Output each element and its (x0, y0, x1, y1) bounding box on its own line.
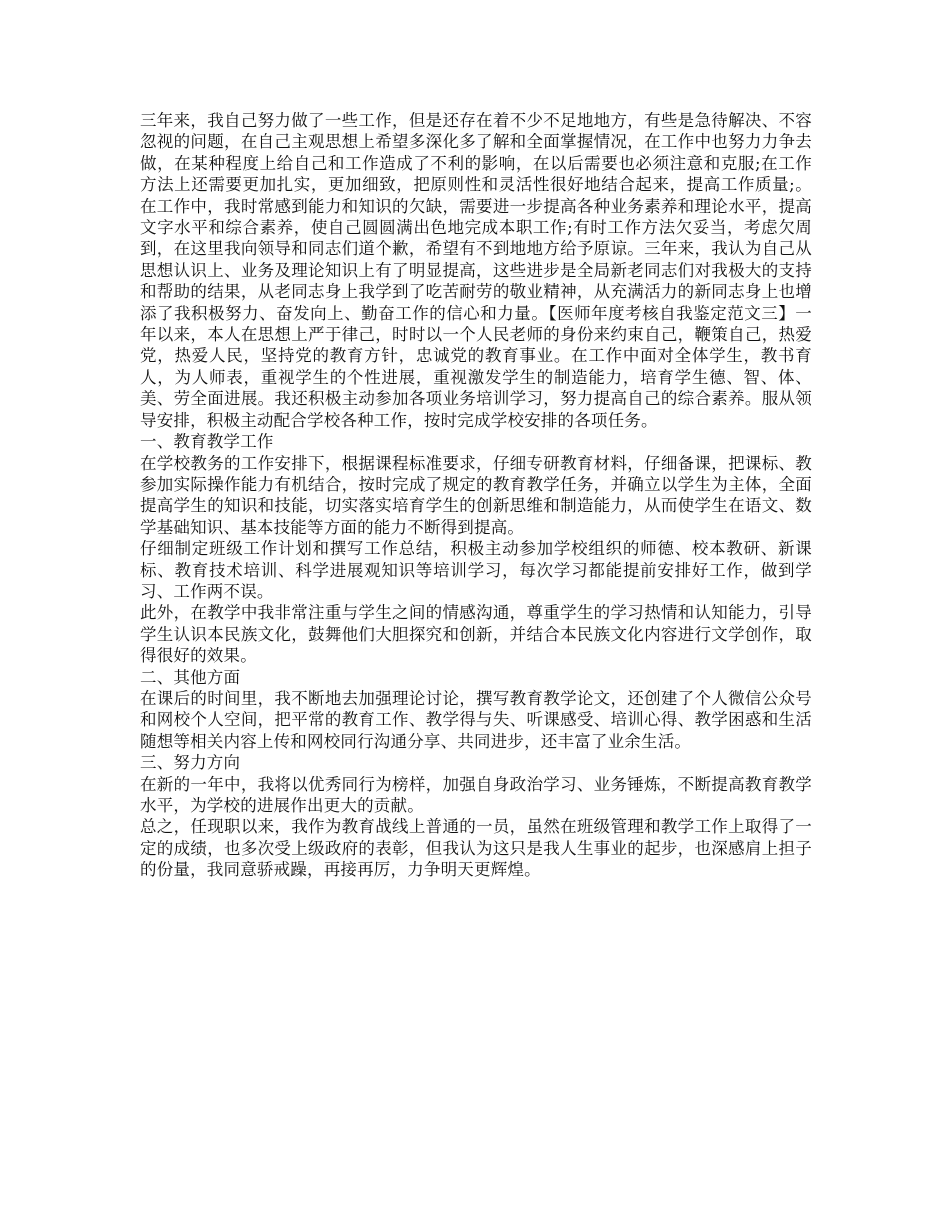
paragraph-intro: 三年来，我自己努力做了一些工作，但是还存在着不少不足地地方，有些是急待解决、不容忽视的问题，在自己主观思想上希望多深化多了解和全面掌握情况，在工作中也努力力争去做，在某种程度上给自己和工作造成了不利的影响，在以后需要也必须注意和克服;在工作方法上还需要更加扎实，更加细致，把原则性和灵活性很好地结合起来，提高工作质量;。在工作中，我时常感到能力和知识的欠缺，需要进一步提高各种业务素养和理论水平，提高文字水平和综合素养，使自己圆圆满出色地完成本职工作;有时工作方法欠妥当，考虑欠周到，在这里我向领导和同志们道个歉，希望有不到地地方给予原谅。三年来，我认为自己从思想认识上、业务及理论知识上有了明显提高，这些进步是全局新老同志们对我极大的支持和帮助的结果，从老同志身上我学到了吃苦耐劳的敬业精神，从充满活力的新同志身上也增添了我积极努力、奋发向上、勤奋工作的信心和力量。【医师年度考核自我鉴定范文三】一年以来，本人在思想上严于律己，时时以一个人民老师的身份来约束自己，鞭策自己，热爱党，热爱人民，坚持党的教育方针，忠诚党的教育事业。在工作中面对全体学生，教书育人，为人师表，重视学生的个性进展，重视激发学生的制造能力，培育学生德、智、体、美、劳全面进展。我还积极主动参加各项业务培训学习，努力提高自己的综合素养。服从领导安排，积极主动配合学校各种工作，按时完成学校安排的各项任务。 (140, 111, 812, 430)
paragraph-other: 在课后的时间里，我不断地去加强理论讨论，撰写教育教学论文，还创建了个人微信公众号和网校个人空间，把平常的教育工作、教学得与失、听课感受、培训心得、教学困惑和生活随想等相关内容上传和网校同行沟通分享、共同进步，还丰富了业余生活。 (140, 688, 812, 751)
paragraph-training: 仔细制定班级工作计划和撰写工作总结，积极主动参加学校组织的师德、校本教研、新课标、教育技术培训、科学进展观知识等培训学习，每次学习都能提前安排好工作，做到学习、工作两不误。 (140, 539, 812, 601)
section-heading-teaching: 一、教育教学工作 (140, 432, 274, 452)
paragraph-teaching: 在学校教务的工作安排下，根据课程标准要求，仔细专研教育材料，仔细备课，把课标、教参加实际操作能力有机结合，按时完成了规定的教育教学任务，并确立以学生为主体，全面提高学生的知识和技能，切实落实培育学生的创新思维和制造能力，从而使学生在语文、数学基础知识、基本技能等方面的能力不断得到提高。 (140, 453, 812, 537)
paragraph-conclusion: 总之，任现职以来，我作为教育战线上普通的一员，虽然在班级管理和教学工作上取得了一定的成绩，也多次受上级政府的表彰，但我认为这只是我人生事业的起步，也深感肩上担子的份量，我同意骄戒躁，再接再厉，力争明天更辉煌。 (140, 817, 812, 880)
document-body (140, 110, 812, 881)
paragraph-direction: 在新的一年中，我将以优秀同行为榜样，加强自身政治学习、业务锤炼，不断提高教育教学水平，为学校的进展作出更大的贡献。 (140, 774, 812, 815)
section-heading-other: 二、其他方面 (140, 667, 241, 687)
paragraph-culture: 此外，在教学中我非常注重与学生之间的情感沟通，尊重学生的学习热情和认知能力，引导学生认识本民族文化，鼓舞他们大胆探究和创新，并结合本民族文化内容进行文学创作，取得很好的效果。 (140, 603, 812, 666)
section-heading-direction: 三、努力方向 (140, 753, 241, 773)
